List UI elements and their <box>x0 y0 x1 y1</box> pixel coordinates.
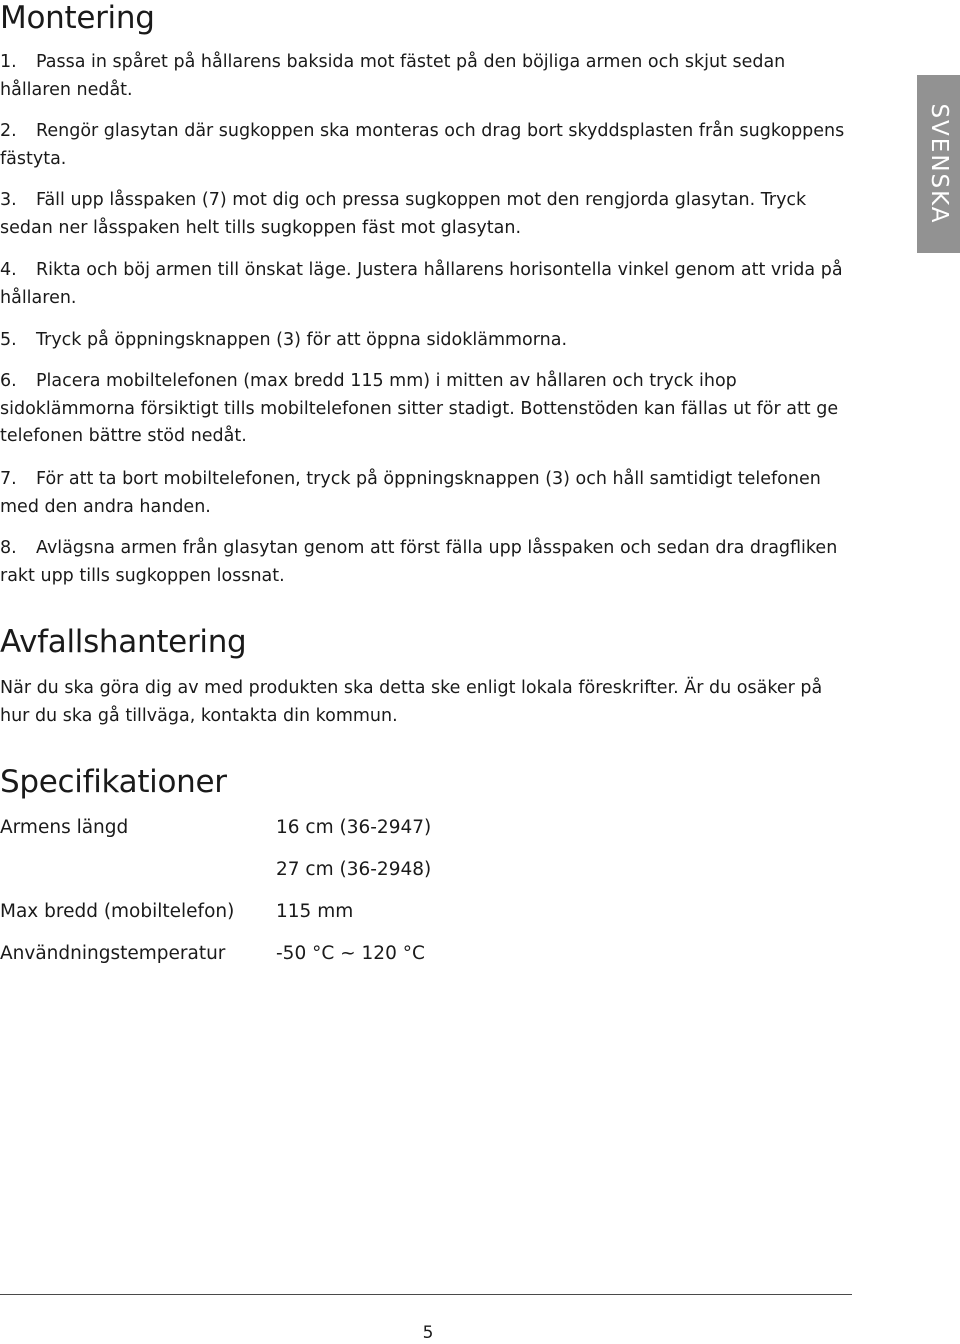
spec-label: Användningstemperatur <box>0 943 226 964</box>
spec-label: Armens längd <box>0 817 129 838</box>
step-number: 7. <box>0 469 17 489</box>
spec-row <box>0 814 600 842</box>
list-item <box>0 187 855 242</box>
montering-heading: Montering <box>0 0 155 36</box>
list-item <box>0 257 855 312</box>
step-number: 6. <box>0 371 17 391</box>
language-tab <box>917 75 960 253</box>
step-text: Fäll upp låsspaken (7) mot dig och pressa sugkoppen mot den rengjorda glasytan. Tryck sedan ner låsspaken helt tills sugkoppen fäst mot glasytan. <box>0 190 807 238</box>
spec-value: 115 mm <box>276 901 354 922</box>
avfallshantering-heading: Avfallshantering <box>0 624 247 660</box>
step-text: Tryck på öppningsknappen (3) för att öppna sidoklämmorna. <box>36 330 568 350</box>
spec-value: 16 cm (36-2947) <box>276 817 432 838</box>
list-item <box>0 368 855 451</box>
spec-row <box>0 898 600 926</box>
step-text: Avlägsna armen från glasytan genom att först fälla upp låsspaken och sedan dra dragfliken rakt upp tills sugkoppen lossnat. <box>0 538 838 586</box>
spec-value: -50 °C ~ 120 °C <box>276 943 425 964</box>
footer-divider <box>0 1294 852 1295</box>
list-item <box>0 118 855 173</box>
language-tab-label: SVENSKA <box>925 103 952 225</box>
spec-row <box>0 940 600 968</box>
list-item <box>0 466 855 521</box>
step-number: 4. <box>0 260 17 280</box>
step-number: 3. <box>0 190 17 210</box>
step-number: 8. <box>0 538 17 558</box>
spec-value: 27 cm (36-2948) <box>276 859 432 880</box>
step-text: Placera mobiltelefonen (max bredd 115 mm) i mitten av hållaren och tryck ihop sidoklämmorna försiktigt tills mobiltelefonen sitter stadigt. Bottenstöden kan fällas ut för att ge telefonen bättre stöd nedåt. <box>0 371 839 446</box>
page-number: 5 <box>422 1323 434 1343</box>
step-number: 5. <box>0 330 17 350</box>
step-number: 1. <box>0 52 17 72</box>
list-item <box>0 49 855 104</box>
spec-row <box>0 856 600 884</box>
specifikationer-heading: Specifikationer <box>0 764 227 800</box>
step-text: Passa in spåret på hållarens baksida mot fästet på den böjliga armen och skjut sedan hållaren nedåt. <box>0 52 786 100</box>
avfallshantering-text: När du ska göra dig av med produkten ska detta ske enligt lokala föreskrifter. Är du osäker på hur du ska gå tillväga, kontakta din kommun. <box>0 678 823 726</box>
spec-label: Max bredd (mobiltelefon) <box>0 901 235 922</box>
step-number: 2. <box>0 121 17 141</box>
list-item <box>0 535 855 590</box>
step-text: Rengör glasytan där sugkoppen ska monteras och drag bort skyddsplasten från sugkoppens fästyta. <box>0 121 845 169</box>
list-item <box>0 327 855 355</box>
step-text: För att ta bort mobiltelefonen, tryck på öppningsknappen (3) och håll samtidigt telefonen med den andra handen. <box>0 469 821 517</box>
step-text: Rikta och böj armen till önskat läge. Justera hållarens horisontella vinkel genom att vrida på hållaren. <box>0 260 843 308</box>
